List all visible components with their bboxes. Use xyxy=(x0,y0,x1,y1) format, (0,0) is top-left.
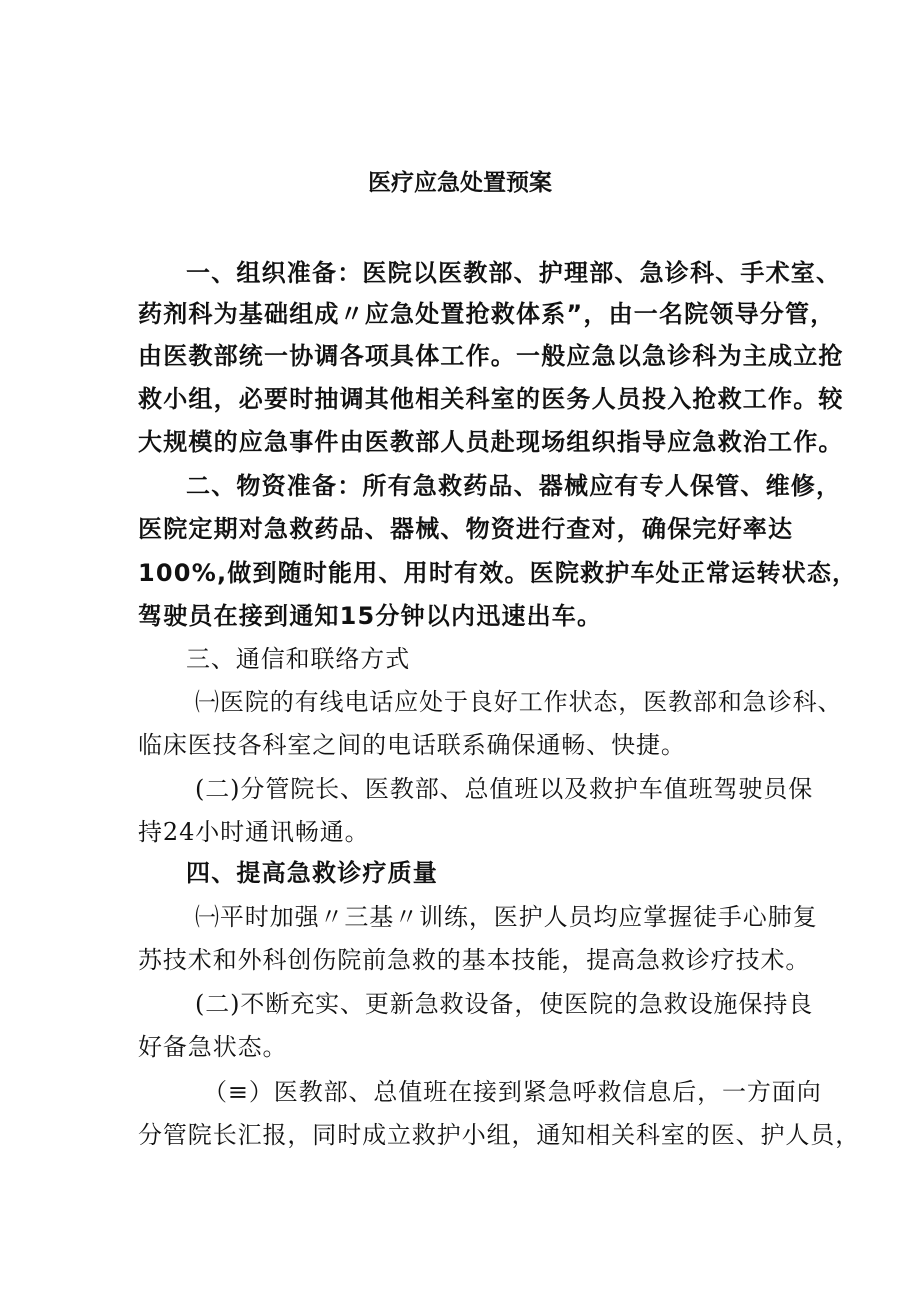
section-4-item-1-line-1: ㈠平时加强〃三基〃训练，医护人员均应掌握徒手心肺复 xyxy=(195,903,818,931)
paragraph-2-line-1: 二、物资准备：所有急救药品、器械应有专人保管、维修， xyxy=(186,472,842,500)
paragraph-2-line-2: 医院定期对急救药品、器械、物资进行查对，确保完好率达 xyxy=(138,515,794,543)
paragraph-1-line-4: 救小组，必要时抽调其他相关科室的医务人员投入抢救工作。较 xyxy=(138,385,844,413)
section-3-heading: 三、通信和联络方式 xyxy=(186,645,411,673)
paragraph-2-line-3: 100%,做到随时能用、用时有效。医院救护车处正常运转状态， xyxy=(138,559,858,587)
section-3-item-1-line-2: 临床医技各科室之间的电话联系确保通畅、快捷。 xyxy=(138,731,686,759)
section-3-item-2-line-2: 持24小时通讯畅通。 xyxy=(138,818,370,846)
section-4-item-3-line-1: （≡）医教部、总值班在接到紧急呼救信息后，一方面向 xyxy=(203,1078,822,1106)
section-4-item-2-line-1: (二)不断充实、更新急救设备，使医院的急救设施保持良 xyxy=(195,990,814,1018)
paragraph-1-line-2: 药剂科为基础组成〃应急处置抢救体系”，由一名院领导分管， xyxy=(138,300,836,328)
section-4-item-3-line-2: 分管院长汇报，同时成立救护小组，通知相关科室的医、护人员， xyxy=(138,1121,861,1149)
page-title: 医疗应急处置预案 xyxy=(368,170,552,196)
paragraph-1-line-3: 由医教部统一协调各项具体工作。一般应急以急诊科为主成立抢 xyxy=(138,342,844,370)
section-3-item-2-line-1: (二)分管院长、医教部、总值班以及救护车值班驾驶员保 xyxy=(195,775,814,803)
paragraph-2-line-4: 驾驶员在接到通知15分钟以内迅速出车。 xyxy=(138,602,603,630)
section-4-item-2-line-2: 好备急状态。 xyxy=(138,1033,288,1061)
section-4-item-1-line-2: 苏技术和外科创伤院前急救的基本技能，提高急救诊疗技术。 xyxy=(138,946,811,974)
paragraph-1-line-1: 一、组织准备：医院以医教部、护理部、急诊科、手术室、 xyxy=(186,259,842,287)
section-4-heading: 四、提高急救诊疗质量 xyxy=(186,859,438,887)
paragraph-1-line-5: 大规模的应急事件由医教部人员赴现场组织指导应急救治工作。 xyxy=(138,428,844,456)
section-3-item-1-line-1: ㈠医院的有线电话应处于良好工作状态，医教部和急诊科、 xyxy=(195,688,843,716)
